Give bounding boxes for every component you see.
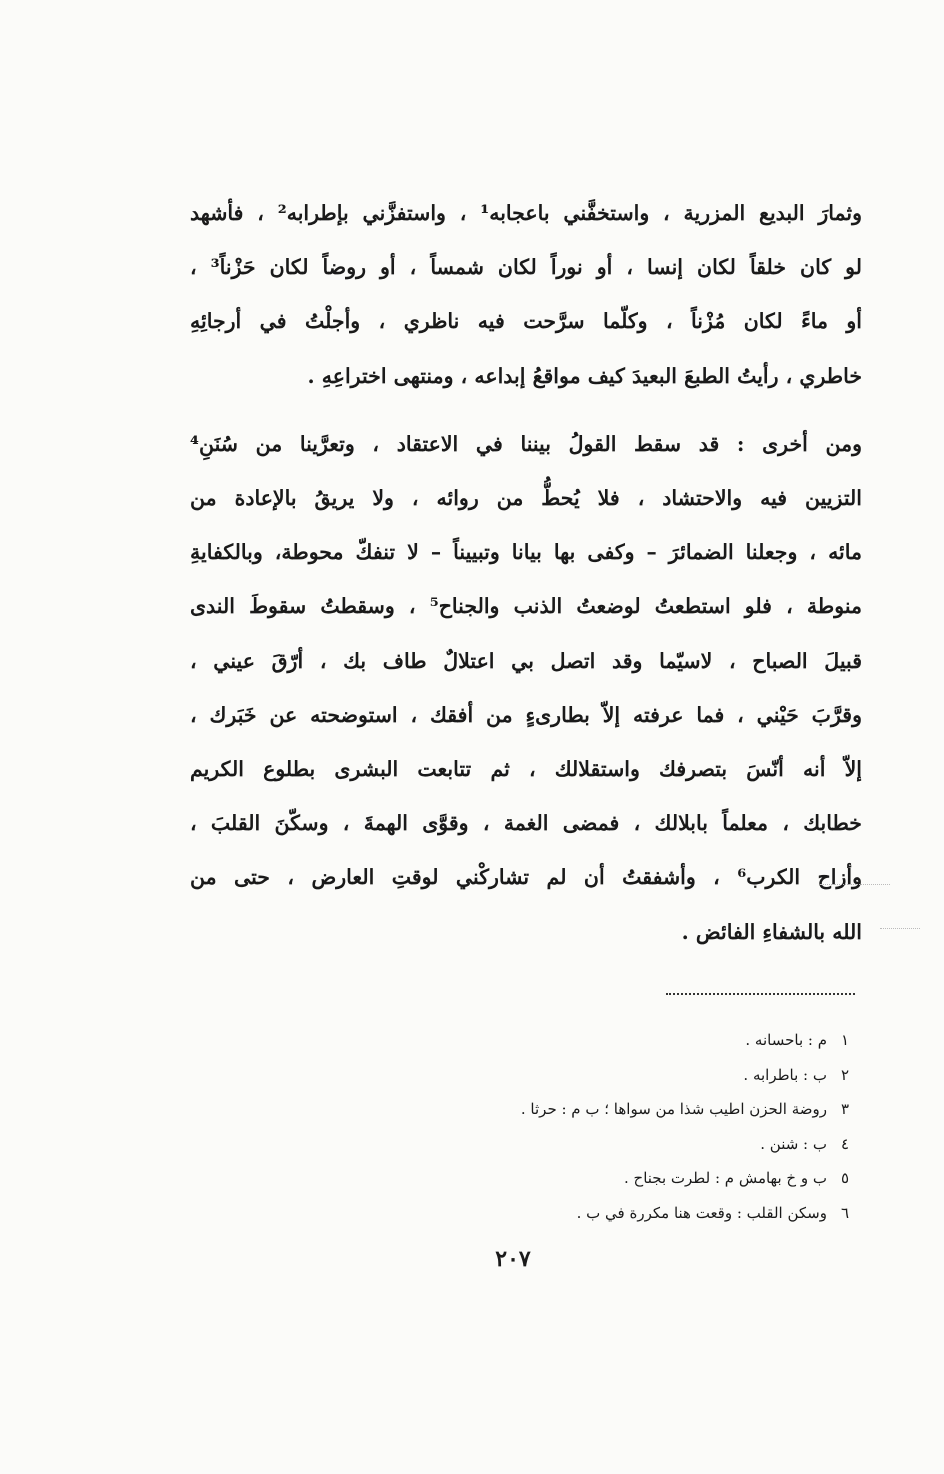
footnote-number: ٣ bbox=[840, 1100, 849, 1119]
text-line: التزيين فيه والاحتشاد ، فلا يُحطُّ من روائه ، ولا يريقُ بالإعادة من bbox=[190, 486, 862, 511]
text-line: وثمارَ البديع المزرية ، واستخفَّني باعجابه¹ ، واستفزَّني بإطرابه² ، فأشهد bbox=[190, 201, 862, 225]
footnote-number: ٥ bbox=[840, 1169, 849, 1188]
paper-mark bbox=[820, 884, 890, 885]
footnote-number: ٤ bbox=[840, 1134, 849, 1153]
page-number: ٢٠٧ bbox=[495, 1246, 531, 1272]
footnote-item bbox=[349, 1127, 849, 1162]
footnote-number: ١ bbox=[840, 1031, 849, 1049]
text-line: خاطري ، رأيتُ الطبعَ البعيدَ كيف مواقعُ إبداعه ، ومنتهى اختراعِهِ . bbox=[307, 363, 862, 388]
footnote-text: ب و خ بهامش م : لطرت بجناح . bbox=[623, 1169, 827, 1188]
text-line: وقرَّبَ حَيْني ، فما عرفته إلاّ بطارىءٍ من أفقك ، استوضحته عن خَبَرك ، bbox=[190, 702, 862, 727]
text-line: إلاّ أنه أنّسَ بتصرفك واستقلالك ، ثم تتابعت البشرى بطلوع الكريم bbox=[190, 757, 862, 782]
footnote-text: وسكن القلب : وقعت هنا مكررة في ب . bbox=[576, 1203, 827, 1222]
footnote-separator bbox=[666, 993, 855, 995]
footnotes bbox=[349, 1023, 849, 1231]
text-line: مائه ، وجعلنا الضمائرَ – وكفى بها بيانا وتبييناً – لا تنفكّ محوطة، وبالكفايةِ bbox=[190, 540, 862, 565]
text-line: ومن أخرى : قد سقط القولُ بيننا في الاعتقاد ، وتعرَّينا من سُنَنِ⁴ bbox=[190, 431, 862, 456]
footnote-text: روضة الحزن اطيب شذا من سواها ؛ ب م : حرثا . bbox=[520, 1100, 827, 1119]
text-line: خطابك ، معلماً بابلالك ، فمضى الغمة ، وقوَّى الهمةَ ، وسكّنَ القلبَ ، bbox=[190, 811, 862, 836]
footnote-item bbox=[349, 1023, 849, 1058]
paragraph-2 bbox=[190, 417, 862, 959]
text-line: الله بالشفاءِ الفائض . bbox=[681, 919, 862, 944]
paragraph-1 bbox=[190, 186, 862, 403]
footnote-text: ب : باطرابه . bbox=[743, 1065, 827, 1084]
text-line: وأزاح الكرب⁶ ، وأشفقتُ أن لم تشاركْني لوقتِ العارض ، حتى من bbox=[190, 865, 862, 890]
footnote-number: ٦ bbox=[840, 1203, 849, 1222]
footnote-text: ب : شنن . bbox=[760, 1134, 827, 1153]
main-text bbox=[190, 186, 862, 959]
text-line: لو كان خلقاً لكان إنسا ، أو نوراً لكان شمساً ، أو روضاً لكان حَزْناً³ ، bbox=[190, 255, 862, 280]
footnote-item bbox=[349, 1058, 849, 1093]
footnote-item bbox=[349, 1161, 849, 1196]
paper-mark bbox=[880, 928, 920, 929]
footnote-text: م : باحسانه . bbox=[745, 1031, 827, 1049]
footnote-number: ٢ bbox=[840, 1065, 849, 1084]
text-line: منوطة ، فلو استطعتُ لوضعتُ الذنب والجناح⁵ ، وسقطتُ سقوطَ الندى bbox=[190, 594, 862, 619]
footnote-item bbox=[349, 1092, 849, 1127]
text-line: قبيلَ الصباح ، لاسيّما وقد اتصل بي اعتلالٌ طاف بك ، أرّقَ عيني ، bbox=[190, 648, 862, 673]
footnote-item bbox=[349, 1196, 849, 1231]
text-line: أو ماءً لكان مُزْناً ، وكلّما سرَّحت فيه ناظري ، وأجلْتُ في أرجائِهِ bbox=[190, 309, 862, 334]
